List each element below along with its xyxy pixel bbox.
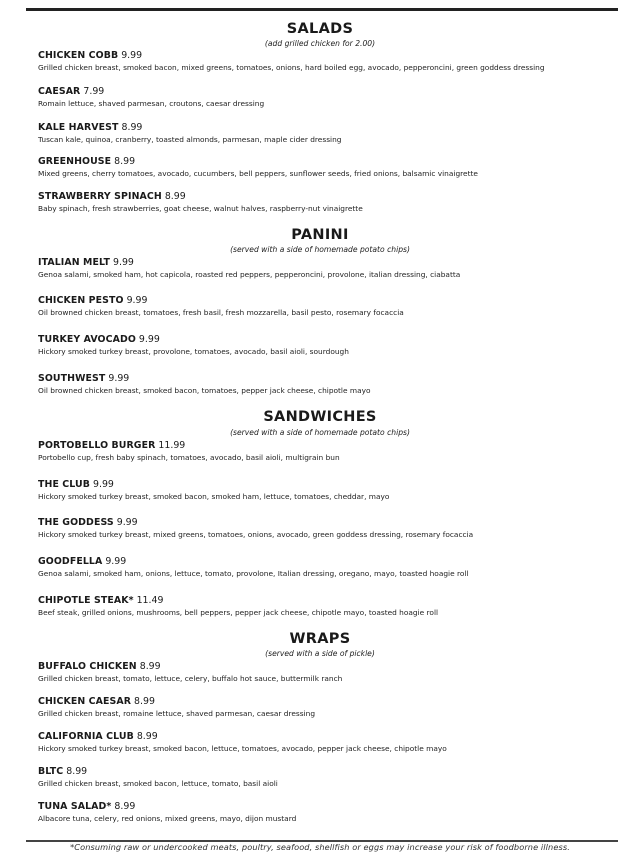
menu-item [38,156,618,179]
item-price: 9.99 [108,373,130,384]
item-price: 9.99 [121,50,143,61]
item-name: GREENHOUSE [38,156,112,167]
item-description: Oil browned chicken breast, tomatoes, fresh basil, fresh mozzarella, basil pesto, rosemary focaccia [38,308,404,317]
item-price: 9.99 [138,334,160,345]
item-price: 8.99 [121,122,143,133]
item-description: Baby spinach, fresh strawberries, goat cheese, walnut halves, raspberry-nut vinaigrette [38,204,363,213]
item-price: 8.99 [66,766,88,777]
item-price: 7.99 [83,86,105,97]
item-name: BUFFALO CHICKEN [38,661,137,672]
item-name: PORTOBELLO BURGER [38,440,156,451]
item-price: 8.99 [134,696,155,707]
menu-item [38,334,618,357]
item-name: BLTC [38,766,64,777]
menu-item [38,595,618,618]
item-price: 8.99 [136,731,158,742]
menu-item [38,191,618,214]
item-description: Tuscan kale, quinoa, cranberry, toasted almonds, parmesan, maple cider dressing [38,135,342,144]
item-price: 9.99 [113,257,134,268]
menu-item [38,122,618,145]
item-price: 9.99 [126,295,148,306]
item-description: Grilled chicken breast, tomato, lettuce, celery, buffalo hot sauce, buttermilk ranch [38,674,343,683]
item-description: Hickory smoked turkey breast, smoked bacon, lettuce, tomatoes, avocado, pepper jack cheese, chipotle mayo [38,744,447,753]
section-title-panini: PANINI [291,227,349,243]
menu-item [38,661,618,684]
item-price: 8.99 [164,191,186,202]
item-price: 9.99 [105,556,127,567]
menu-item [38,440,618,463]
section-title-sandwiches: SANDWICHES [263,409,377,425]
item-description: Hickory smoked turkey breast, provolone, tomatoes, avocado, basil aioli, sourdough [38,347,349,356]
item-name: CHICKEN CAESAR [38,696,132,707]
item-name: STRAWBERRY SPINACH [38,191,162,202]
item-price: 11.49 [136,595,164,606]
section-subtitle-salads: (add grilled chicken for 2.00) [264,39,376,48]
item-description: Mixed greens, cherry tomatoes, avocado, cucumbers, bell peppers, sunflower seeds, fried onions, balsamic vinaigrette [38,169,478,178]
item-description: Grilled chicken breast, romaine lettuce, shaved parmesan, caesar dressing [38,709,316,718]
section-subtitle-sandwiches: (served with a side of homemade potato chips) [230,428,410,437]
item-description: Portobello cup, fresh baby spinach, tomatoes, avocado, basil aioli, multigrain bun [38,453,340,462]
item-name: THE CLUB [38,479,90,490]
menu-item [38,479,618,502]
menu-item [38,517,618,540]
item-name: ITALIAN MELT [38,257,110,268]
item-price: 11.99 [158,440,186,451]
item-description: Hickory smoked turkey breast, smoked bacon, smoked ham, lettuce, tomatoes, cheddar, mayo [38,492,390,501]
menu-item [38,86,618,109]
menu-item [38,696,618,719]
item-description: Albacore tuna, celery, red onions, mixed greens, mayo, dijon mustard [38,814,297,823]
item-description: Grilled chicken breast, smoked bacon, mixed greens, tomatoes, onions, hard boiled egg, avocado, pepperoncini, green goddess dressing [38,63,545,72]
item-description: Grilled chicken breast, smoked bacon, lettuce, tomato, basil aioli [38,779,278,788]
item-name: SOUTHWEST [38,373,106,384]
section-title-salads: SALADS [286,21,354,37]
section-subtitle-panini: (served with a side of homemade potato chips) [230,245,410,254]
item-name: KALE HARVEST [38,122,119,133]
menu-item [38,801,618,824]
section-title-wraps: WRAPS [289,631,351,647]
item-price: 9.99 [116,517,138,528]
menu-item [38,731,618,754]
item-name: THE GODDESS [38,517,114,528]
item-description: Hickory smoked turkey breast, mixed greens, tomatoes, onions, avocado, green goddess dressing, rosemary focaccia [38,530,474,539]
item-description: Genoa salami, smoked ham, hot capicola, roasted red peppers, pepperoncini, provolone, italian dressing, ciabatta [38,270,461,279]
menu-item [38,50,618,73]
menu-item [38,556,618,579]
item-name: GOODFELLA [38,556,103,567]
top-rule [26,8,618,11]
item-description: Genoa salami, smoked ham, onions, lettuce, tomato, provolone, Italian dressing, oregano, mayo, toasted hoagie roll [38,569,469,578]
item-price: 8.99 [114,801,136,812]
menu-item [38,373,618,396]
menu-item [38,766,618,789]
item-price: 9.99 [93,479,114,490]
menu-item [38,257,618,280]
menu-item [38,295,618,318]
item-name: TURKEY AVOCADO [38,334,136,345]
item-description: Beef steak, grilled onions, mushrooms, bell peppers, pepper jack cheese, chipotle mayo, toasted hoagie roll [38,608,439,617]
footer-disclaimer: *Consuming raw or undercooked meats, poultry, seafood, shellfish or eggs may increase your risk of foodborne illness. [70,842,570,852]
item-name: TUNA SALAD* [38,801,112,812]
item-name: CHIPOTLE STEAK* [38,595,134,606]
item-description: Romain lettuce, shaved parmesan, croutons, caesar dressing [38,99,265,108]
item-price: 8.99 [114,156,136,167]
section-subtitle-wraps: (served with a side of pickle) [265,649,375,658]
item-price: 8.99 [139,661,161,672]
item-name: CALIFORNIA CLUB [38,731,134,742]
item-name: CAESAR [38,86,81,97]
item-name: CHICKEN PESTO [38,295,124,306]
item-description: Oil browned chicken breast, smoked bacon, tomatoes, pepper jack cheese, chipotle mayo [38,386,371,395]
item-name: CHICKEN COBB [38,50,119,61]
